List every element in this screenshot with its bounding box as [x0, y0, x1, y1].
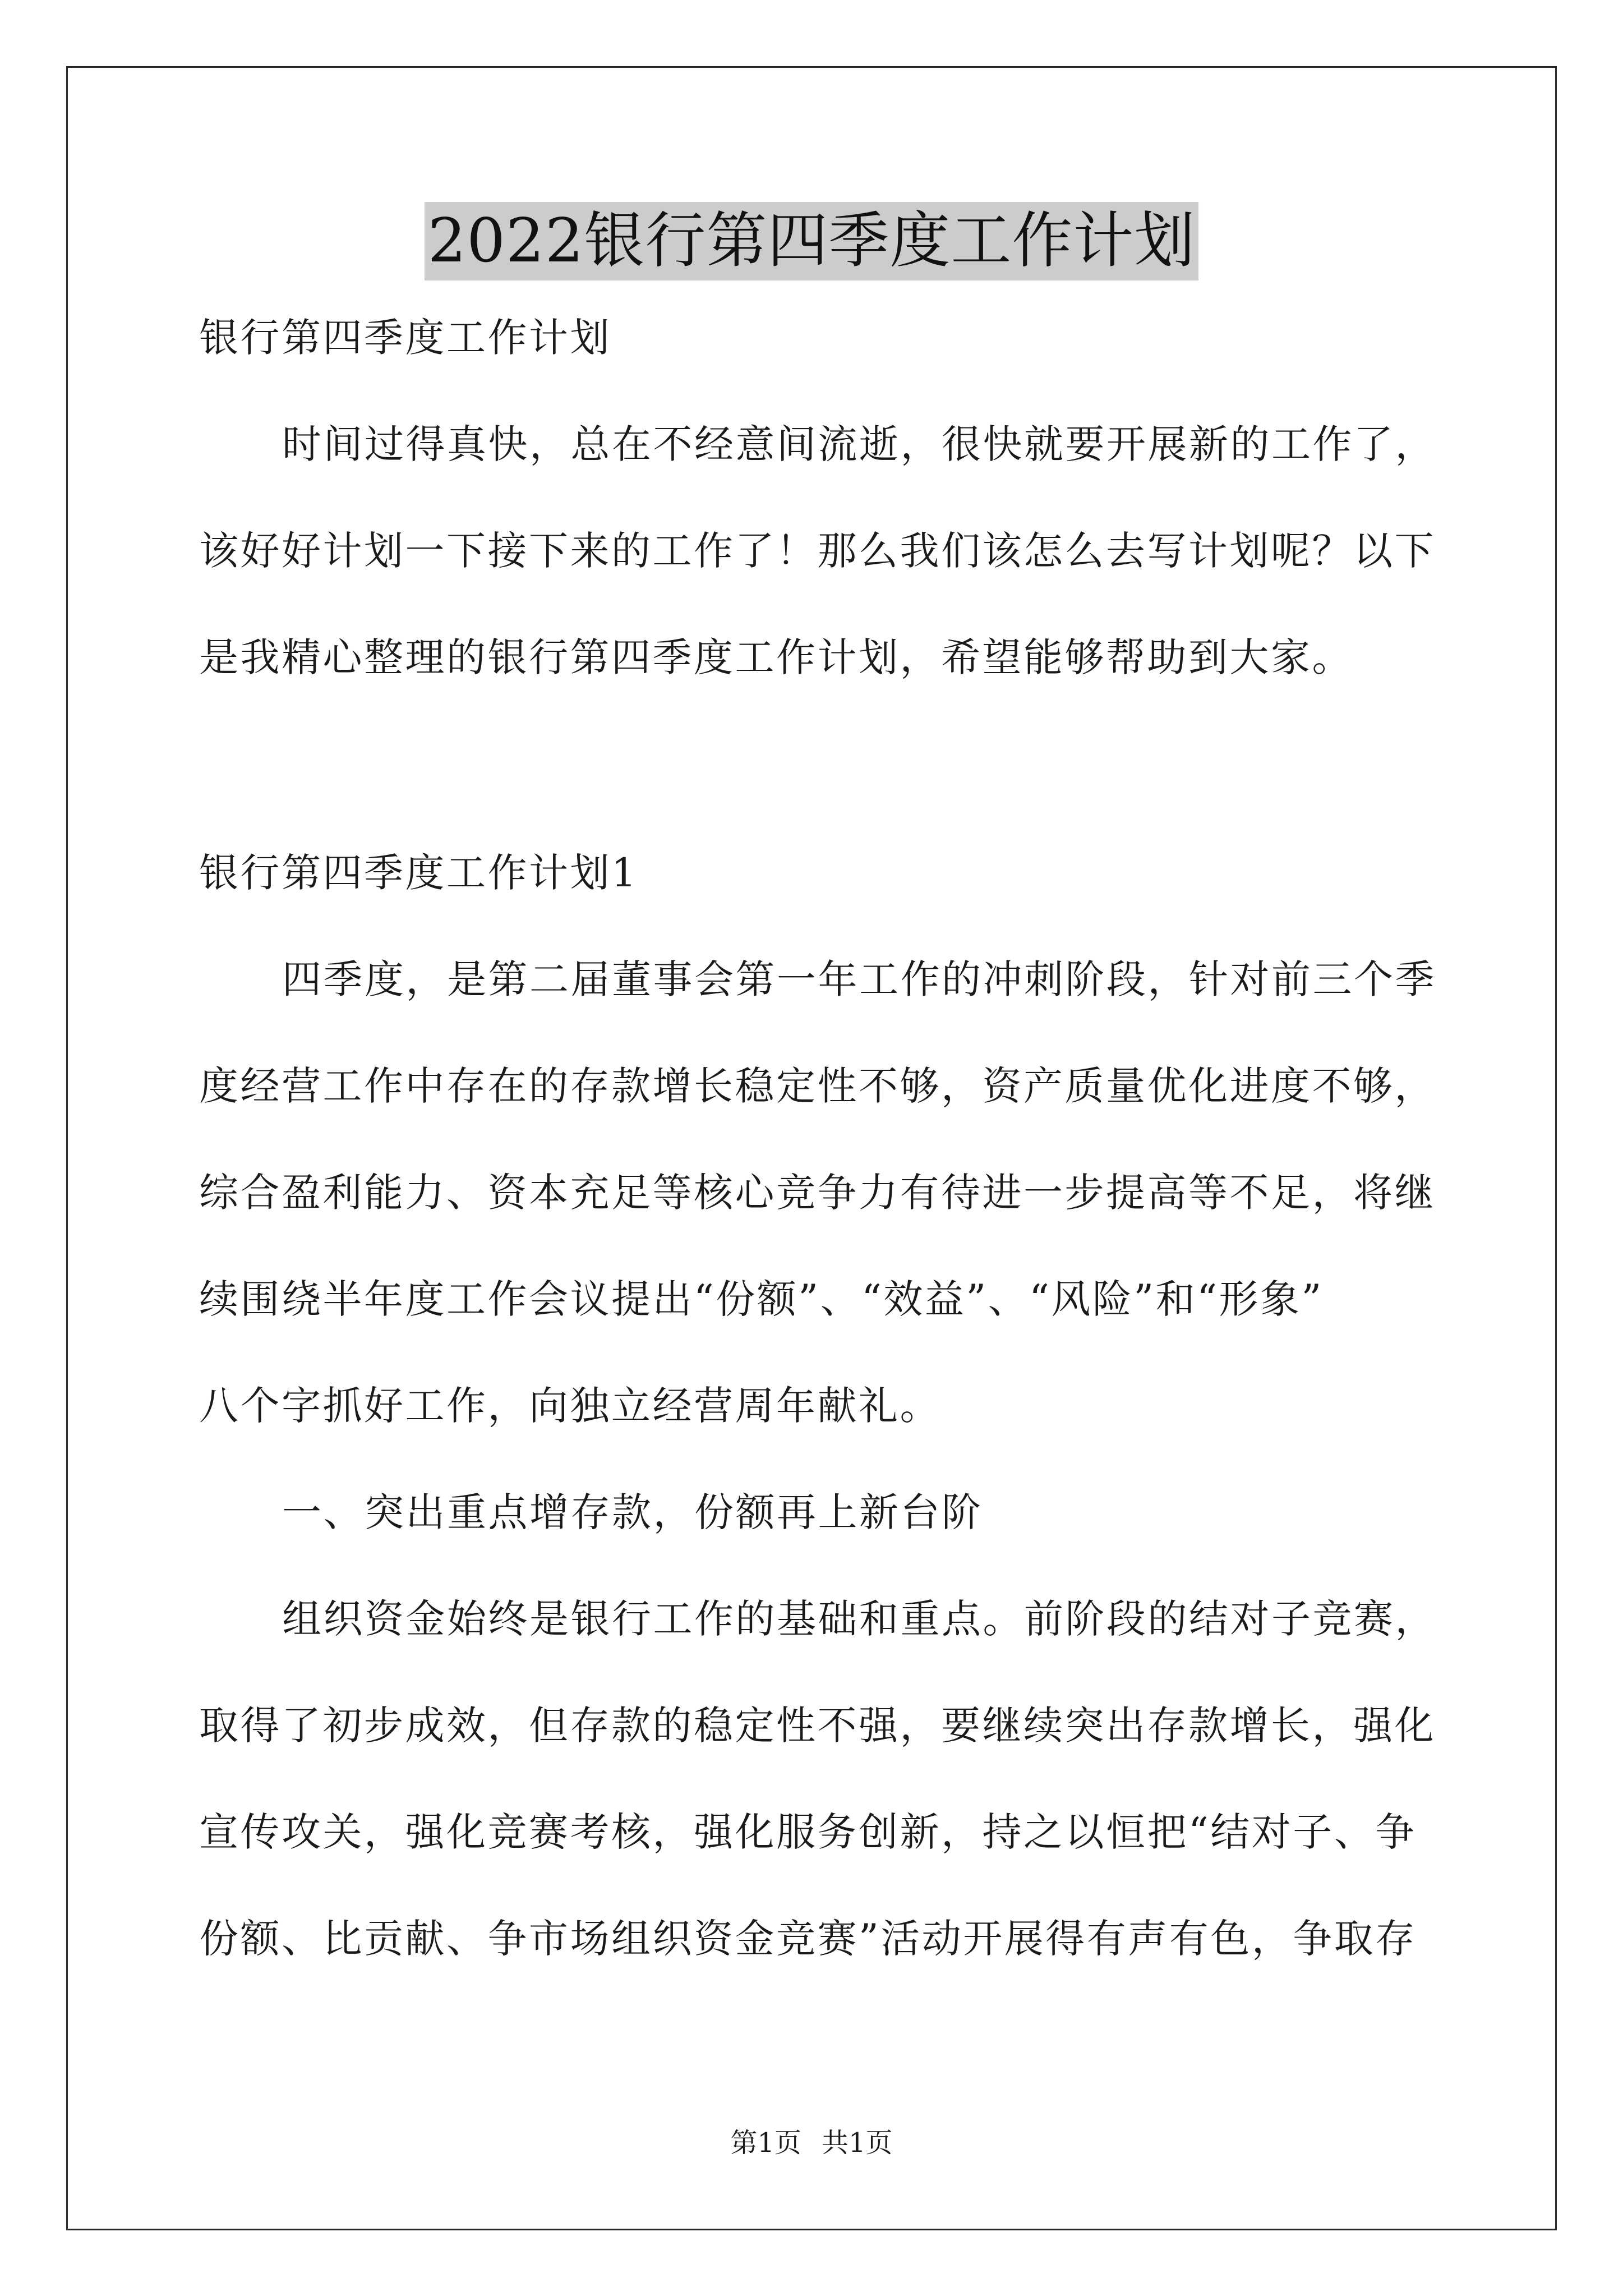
para2-line-4: 份额、比贡献、争市场组织资金竞赛”活动开展得有声有色，争取存: [199, 1916, 1417, 1962]
para2-line-2: 取得了初步成效，但存款的稳定性不强，要继续突出存款增长，强化: [199, 1703, 1436, 1749]
page-number: 第1页: [730, 2127, 801, 2159]
para1-line-1: 四季度，是第二届董事会第一年工作的冲刺阶段，针对前三个季: [282, 956, 1436, 1002]
para2-line-3: 宣传攻关，强化竞赛考核，强化服务创新，持之以恒把“结对子、争: [199, 1809, 1417, 1855]
para1-line-5: 八个字抓好工作，向独立经营周年献礼。: [199, 1383, 941, 1429]
intro-line-3: 是我精心整理的银行第四季度工作计划，希望能够帮助到大家。: [199, 634, 1353, 680]
title-container: [0, 202, 1623, 280]
intro-line-1: 时间过得真快，总在不经意间流逝，很快就要开展新的工作了，: [282, 421, 1436, 467]
para1-line-2: 度经营工作中存在的存款增长稳定性不够，资产质量优化进度不够，: [199, 1063, 1436, 1109]
section-heading: 银行第四季度工作计划1: [199, 850, 639, 896]
para1-line-4: 续围绕半年度工作会议提出“份额”、“效益”、“风险”和“形象”: [199, 1276, 1324, 1322]
para2-line-1: 组织资金始终是银行工作的基础和重点。前阶段的结对子竞赛，: [282, 1596, 1436, 1642]
document-title: 2022银行第四季度工作计划: [425, 202, 1199, 280]
intro-line-2: 该好好计划一下接下来的工作了！那么我们该怎么去写计划呢？以下: [199, 528, 1436, 574]
page-footer: [0, 2126, 1623, 2160]
point1-heading: 一、突出重点增存款，份额再上新台阶: [282, 1489, 983, 1535]
para1-line-3: 综合盈利能力、资本充足等核心竞争力有待进一步提高等不足，将继: [199, 1170, 1436, 1216]
page-total: 共1页: [822, 2127, 893, 2159]
document-body: [199, 311, 1436, 1965]
document-subtitle: 银行第四季度工作计划: [199, 315, 611, 361]
